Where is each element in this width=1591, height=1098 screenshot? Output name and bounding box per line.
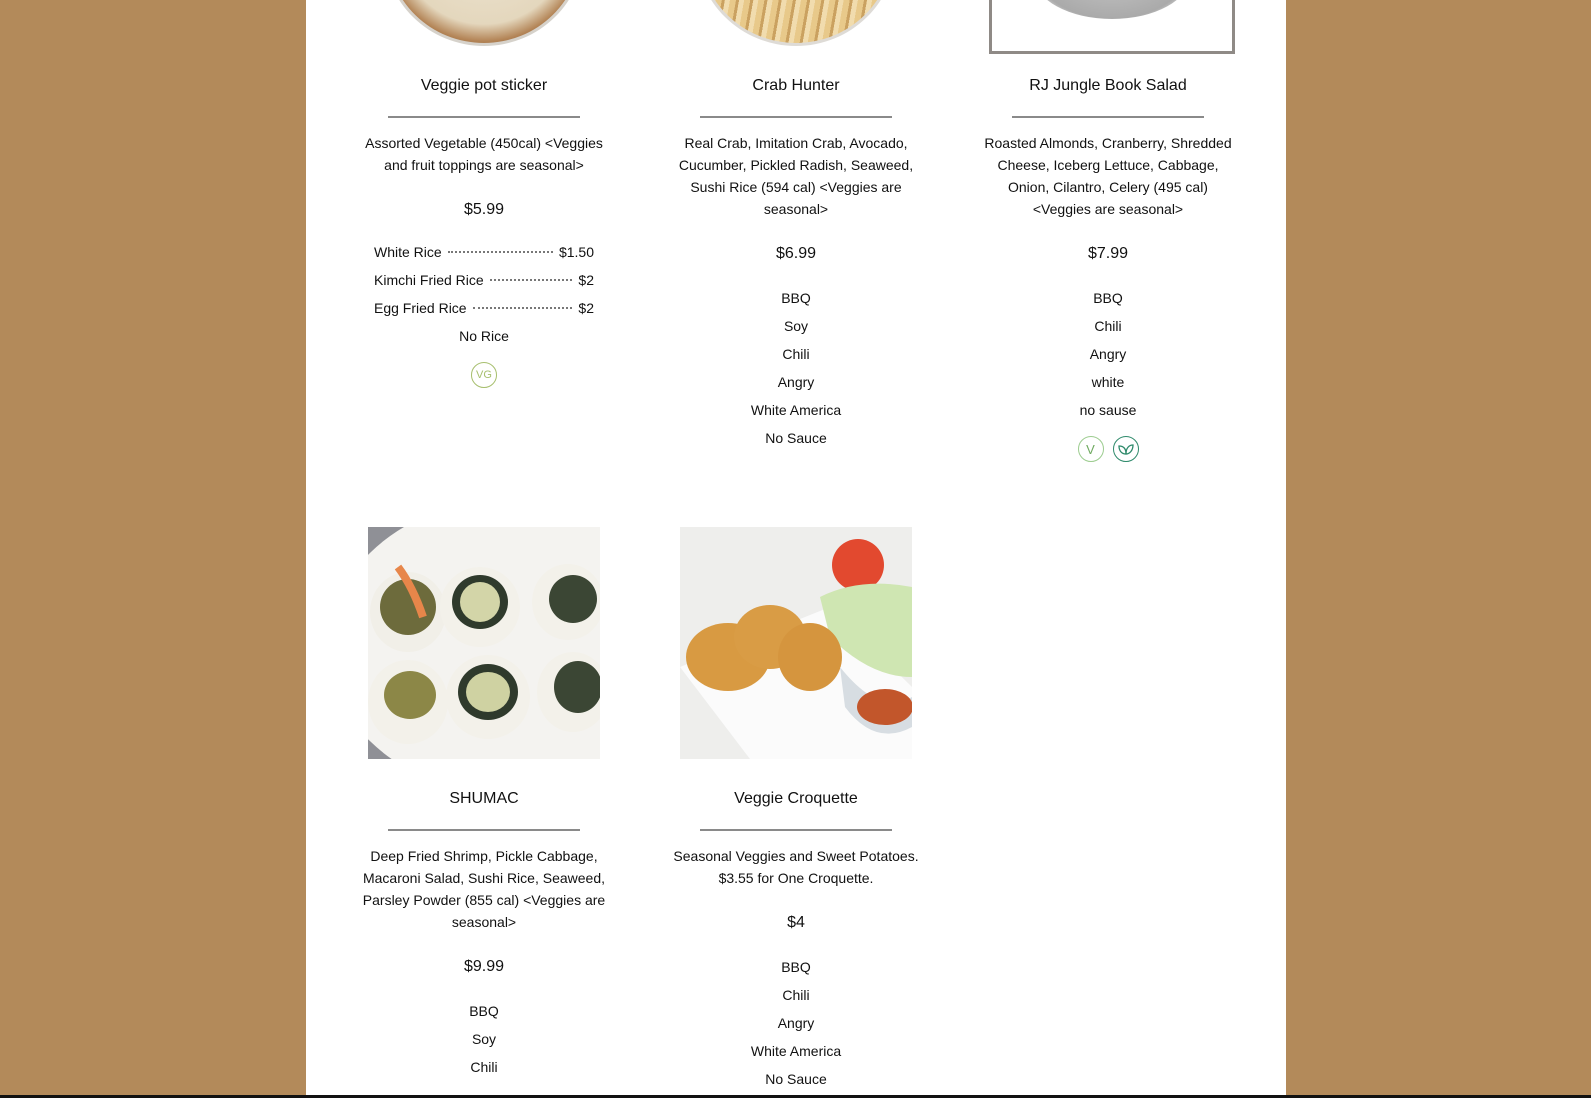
rice-options: [374, 238, 594, 322]
vegetarian-v-icon: V: [1078, 436, 1104, 462]
menu-item-shumac: [354, 789, 614, 1081]
diet-badges: [354, 362, 614, 388]
diet-badges: [978, 436, 1238, 462]
rice-option[interactable]: [374, 266, 594, 294]
sauce-options: [666, 953, 926, 1093]
sauce-option[interactable]: Chili: [470, 1059, 498, 1075]
item-price: $5.99: [463, 201, 505, 218]
sauce-options: [354, 997, 614, 1081]
sauce-option[interactable]: BBQ: [781, 290, 811, 306]
veggie-croquette-image[interactable]: [680, 527, 912, 759]
divider: [388, 829, 580, 831]
sauce-option[interactable]: BBQ: [781, 959, 811, 975]
item-description: Roasted Almonds, Cranberry, Shredded Cheese, Iceberg Lettuce, Cabbage, Onion, Cilantro, Celery (495 cal) <Veggies are seasonal>: [984, 135, 1232, 217]
divider: [700, 829, 892, 831]
rice-option-price: $2: [578, 272, 594, 288]
sauce-option[interactable]: Soy: [471, 1031, 497, 1047]
dot-leader: [490, 279, 573, 281]
leaf-icon: [1113, 436, 1139, 462]
item-description: Real Crab, Imitation Crab, Avocado, Cucumber, Pickled Radish, Seaweed, Sushi Rice (594 cal) <Veggies are seasonal>: [678, 135, 914, 217]
item-description: Seasonal Veggies and Sweet Potatoes. $3.55 for One Croquette.: [673, 848, 919, 886]
sauce-option[interactable]: Soy: [783, 318, 809, 334]
item-name: Veggie Croquette: [734, 790, 858, 807]
rice-option-label: White Rice: [374, 244, 442, 260]
item-price: $9.99: [463, 958, 505, 975]
menu-item-crab-hunter: [666, 76, 926, 452]
sauce-option[interactable]: No Sauce: [765, 430, 827, 446]
divider: [1012, 116, 1204, 118]
rice-option-label: Egg Fried Rice: [374, 300, 467, 316]
menu-item-veggie-croquette: [666, 789, 926, 1093]
sauce-option[interactable]: White America: [750, 402, 842, 418]
no-rice-option[interactable]: No Rice: [459, 328, 509, 344]
sauce-option[interactable]: Chili: [782, 987, 810, 1003]
sauce-option[interactable]: White America: [750, 1043, 842, 1059]
item-description: Deep Fried Shrimp, Pickle Cabbage, Macaroni Salad, Sushi Rice, Seaweed, Parsley Powder (855 cal) <Veggies are seasonal>: [362, 848, 606, 930]
divider: [388, 116, 580, 118]
rice-option[interactable]: [374, 238, 594, 266]
veggie-pot-sticker-image[interactable]: [384, 0, 584, 46]
item-name: Veggie pot sticker: [420, 77, 548, 94]
divider: [700, 116, 892, 118]
sauce-option[interactable]: No Sauce: [765, 1071, 827, 1087]
menu-item-jungle-book-salad: [978, 76, 1238, 462]
sauce-option[interactable]: Angry: [777, 1015, 815, 1031]
rice-option-price: $2: [578, 300, 594, 316]
sauce-option[interactable]: Angry: [777, 374, 815, 390]
sauce-option[interactable]: white: [1091, 374, 1125, 390]
vegan-vg-icon: VG: [471, 362, 497, 388]
item-name: RJ Jungle Book Salad: [1029, 77, 1187, 94]
sauce-option[interactable]: Chili: [782, 346, 810, 362]
sauce-options: [666, 284, 926, 452]
item-price: $4: [787, 914, 805, 931]
rice-option-label: Kimchi Fried Rice: [374, 272, 484, 288]
sauce-options: [978, 284, 1238, 424]
jungle-book-salad-image[interactable]: [989, 0, 1235, 54]
shumac-roll-image[interactable]: [368, 527, 600, 759]
sauce-option[interactable]: no sause: [1079, 402, 1137, 418]
sauce-option[interactable]: Angry: [1089, 346, 1127, 362]
menu-panel: [306, 0, 1286, 1095]
sauce-option[interactable]: Chili: [1094, 318, 1122, 334]
dot-leader: [473, 307, 573, 309]
menu-item-veggie-pot-sticker: [354, 76, 614, 388]
rice-option-price: $1.50: [558, 244, 594, 260]
crab-hunter-image[interactable]: [696, 0, 896, 46]
sauce-option[interactable]: BBQ: [469, 1003, 499, 1019]
item-price: $7.99: [1087, 245, 1129, 262]
sauce-option[interactable]: BBQ: [1093, 290, 1123, 306]
dot-leader: [448, 251, 553, 253]
item-name: Crab Hunter: [752, 77, 840, 94]
rice-option[interactable]: [374, 294, 594, 322]
item-name: SHUMAC: [449, 790, 519, 807]
item-description: Assorted Vegetable (450cal) <Veggies and fruit toppings are seasonal>: [365, 135, 603, 173]
item-price: $6.99: [775, 245, 817, 262]
